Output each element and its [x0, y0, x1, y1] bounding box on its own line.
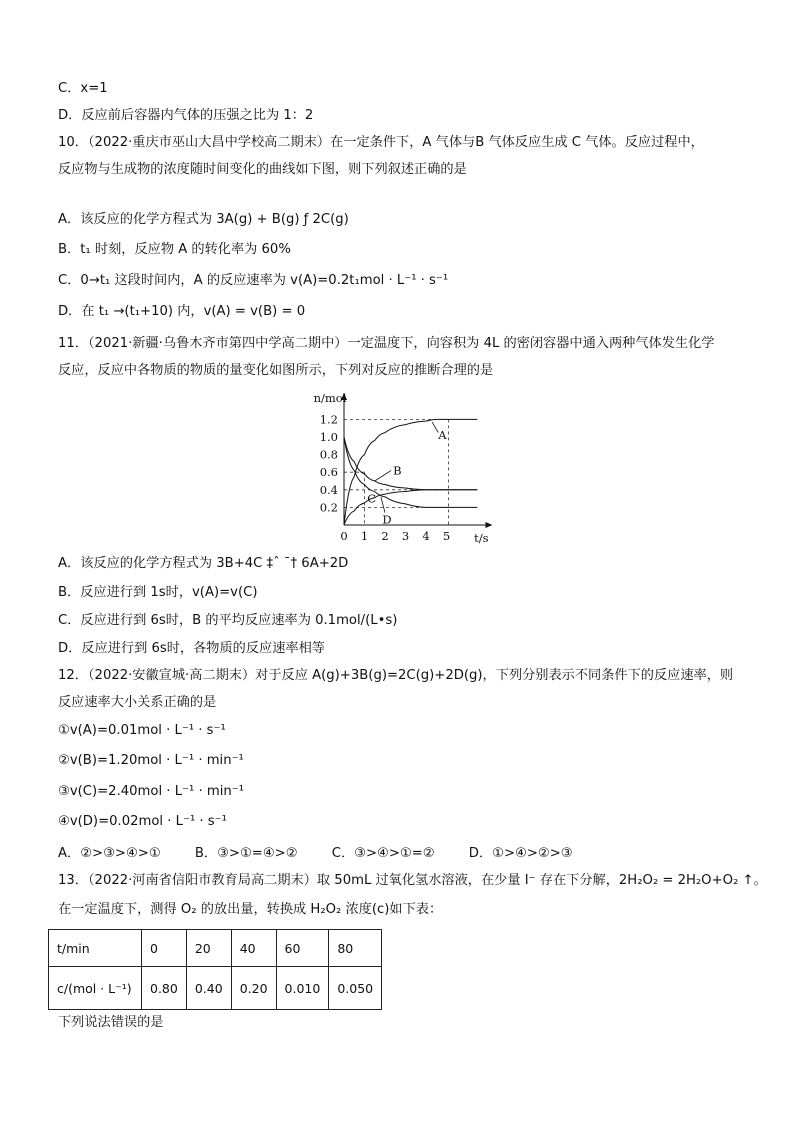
q12-option-d: D．①>④>②>③ [468, 846, 573, 861]
amount-time-chart [290, 385, 530, 555]
q10-option-d: D．在 t₁ →(t₁+10) 内，v(A) = v(B) = 0 [58, 304, 306, 319]
table-cell: c/(mol · L⁻¹) [49, 967, 142, 1010]
y-axis-label: n/mol [313, 391, 347, 406]
q12-item-1: ①v(A)=0.01mol · L⁻¹ · s⁻¹ [58, 723, 226, 738]
q13-question: 下列说法错误的是 [58, 1015, 164, 1030]
table-cell: 0 [142, 930, 187, 967]
y-tick-label: 1.0 [319, 430, 338, 444]
x-tick-label: 4 [422, 529, 430, 543]
q12-item-2: ②v(B)=1.20mol · L⁻¹ · min⁻¹ [58, 753, 244, 768]
series-label-a: A [438, 428, 447, 442]
q12-item-3: ③v(C)=2.40mol · L⁻¹ · min⁻¹ [58, 784, 244, 799]
y-tick-label: 1.2 [319, 412, 338, 427]
x-tick-label: 5 [442, 529, 451, 543]
label-leader [375, 470, 391, 481]
table-cell: 0.80 [142, 967, 187, 1010]
table-cell: 80 [329, 930, 382, 967]
table-cell: 0.20 [231, 967, 276, 1010]
table-row [49, 930, 382, 967]
table-row [49, 967, 382, 1010]
q13-stem-1: 13．（2022·河南省信阳市教育局高二期末）取 50mL 过氧化氢水溶液，在少量 I⁻ 存在下分解，2H₂O₂ = 2H₂O+O₂ ↑。 [58, 873, 767, 888]
q12-option-c: C．③>④>①=② [331, 846, 435, 861]
q9-option-d: D．反应前后容器内气体的压强之比为 1：2 [58, 108, 314, 123]
x-tick-label: 1 [360, 529, 369, 543]
q10-option-a: A．该反应的化学方程式为 3A(g) + B(g) ƒ 2C(g) [58, 212, 349, 227]
q9-option-c: C．x=1 [58, 81, 108, 96]
x-axis-arrow [485, 522, 492, 528]
q12-stem-1: 12．（2022·安徽宣城·高二期末）对于反应 A(g)+3B(g)=2C(g)+2D(g)，下列分别表示不同条件下的反应速率，则 [58, 668, 734, 683]
table-cell: 20 [186, 930, 231, 967]
x-tick-label: 0 [340, 529, 348, 543]
q10-stem-1: 10．（2022·重庆市巫山大昌中学校高二期末）在一定条件下，A 气体与B 气体反应生成 C 气体。反应过程中， [58, 135, 704, 150]
q11-option-b: B．反应进行到 1s时，v(A)=v(C) [58, 585, 258, 600]
y-tick-label: 0.8 [319, 447, 338, 462]
concentration-table [48, 929, 382, 1010]
table-cell: 40 [231, 930, 276, 967]
q10-option-b: B．t₁ 时刻，反应物 A 的转化率为 60% [58, 242, 291, 257]
table-cell: 60 [276, 930, 329, 967]
series-line-b [344, 437, 477, 490]
q12-stem-2: 反应速率大小关系正确的是 [58, 695, 217, 710]
q10-option-c: C．0→t₁ 这段时间内，A 的反应速率为 v(A)=0.2t₁mol · L⁻¹ · s⁻¹ [58, 273, 449, 288]
label-leader [381, 497, 385, 513]
q12-option-a: A．②>③>④>① [58, 846, 161, 861]
y-tick-label: 0.2 [319, 500, 338, 515]
table-cell: 0.050 [329, 967, 382, 1010]
q11-option-d: D．反应进行到 6s时，各物质的反应速率相等 [58, 641, 325, 656]
q12-option-b: B．③>①=④>② [194, 846, 298, 861]
q12-item-4: ④v(D)=0.02mol · L⁻¹ · s⁻¹ [58, 814, 227, 829]
series-label-c: C [367, 491, 377, 506]
x-tick-label: 2 [381, 529, 389, 543]
table-cell: 0.010 [276, 967, 329, 1010]
q11-option-a: A．该反应的化学方程式为 3B+4C ‡ˆ ˉ† 6A+2D [58, 556, 349, 571]
q11-option-c: C．反应进行到 6s时，B 的平均反应速率为 0.1mol/(L•s) [58, 613, 398, 628]
q11-stem-1: 11．（2021·新疆·乌鲁木齐市第四中学高二期中）一定温度下，向容积为 4L 的密闭容器中通入两种气体发生化学 [58, 336, 715, 351]
x-tick-label: 3 [401, 529, 410, 543]
q10-stem-2: 反应物与生成物的浓度随时间变化的曲线如下图，则下列叙述正确的是 [58, 162, 467, 177]
series-label-b: B [393, 463, 402, 478]
y-tick-label: 0.6 [319, 465, 338, 480]
q12-options [58, 842, 738, 861]
series-label-d: D [382, 512, 392, 527]
q13-stem-2: 在一定温度下，测得 O₂ 的放出量，转换成 H₂O₂ 浓度(c)如下表： [58, 902, 443, 917]
x-axis-label: t/s [474, 531, 489, 545]
q11-stem-2: 反应，反应中各物质的物质的量变化如图所示，下列对反应的推断合理的是 [58, 363, 494, 378]
table-cell: 0.40 [186, 967, 231, 1010]
y-tick-label: 0.4 [319, 482, 338, 497]
table-cell: t/min [49, 930, 142, 967]
